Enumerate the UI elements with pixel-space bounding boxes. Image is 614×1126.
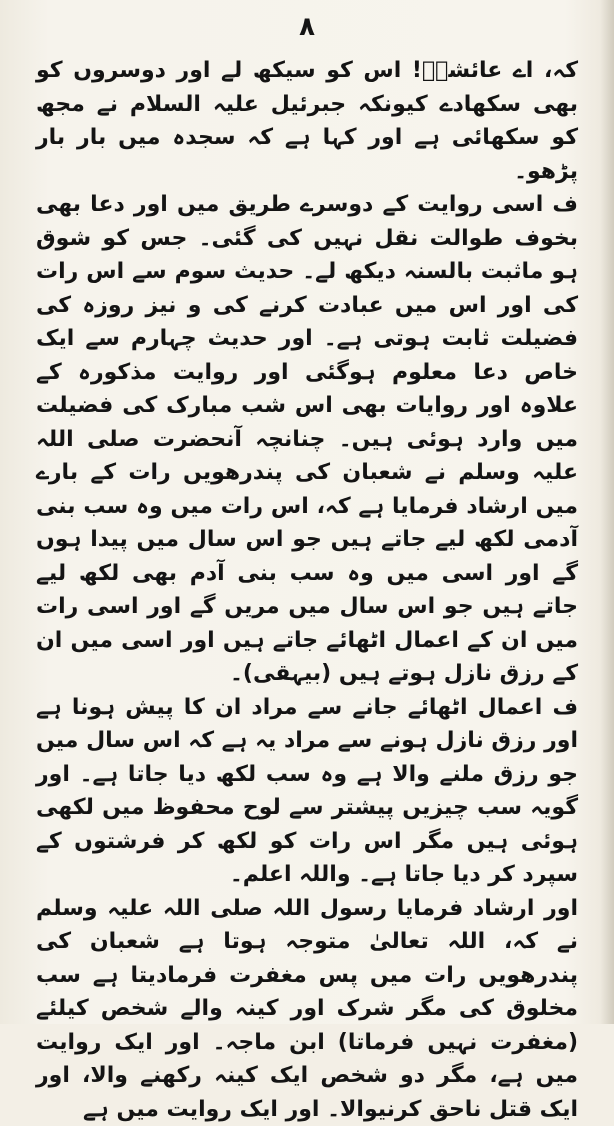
paragraph-4: اور ارشاد فرمایا رسول اللہ صلی اللہ علیہ وسلم نے کہ، اللہ تعالیٰ متوجہ ہوتا ہے شعبان کی پندرھویں رات میں پس مغفرت فرمادیتا ہے سب مخلوق کی مگر شرک اور کینہ والے شخص کیلئے (مغفرت نہیں فرماتا) ابن ماجہ۔ اور ایک روایت میں ہے، مگر دو شخص ایک کینہ رکھنے والا، اور ایک قتل ناحق کرنیوالا۔ اور ایک روایت میں ہے — [36, 892, 578, 1126]
paragraph-1: کہ، اے عائشہؓ! اس کو سیکھ لے اور دوسروں کو بھی سکھادے کیونکہ جبرئیل علیہ السلام نے مجھ کو سکھائی ہے اور کہا ہے کہ سجدہ میں بار بار پڑھو۔ — [36, 54, 578, 188]
paragraph-3: ف اعمال اٹھائے جانے سے مراد ان کا پیش ہونا ہے اور رزق نازل ہونے سے مراد یہ ہے کہ اس سال میں جو رزق ملنے والا ہے وہ سب لکھ دیا جاتا ہے۔ اور گویہ سب چیزیں پیشتر سے لوح محفوظ میں لکھی ہوئی ہیں مگر اس رات کو لکھ کر فرشتوں کے سپرد کر دیا جاتا ہے۔ واللہ اعلم۔ — [36, 691, 578, 892]
page-number: ۸ — [0, 10, 614, 44]
page-text — [36, 54, 578, 1126]
paragraph-2: ف اسی روایت کے دوسرے طریق میں اور دعا بھی بخوف طوالت نقل نہیں کی گئی۔ جس کو شوق ہو ماثبت بالسنہ دیکھ لے۔ حدیث سوم سے اس رات کی اور اس میں عبادت کرنے کی و نیز روزہ کی فضیلت ثابت ہوتی ہے۔ اور حدیث چہارم سے ایک خاص دعا معلوم ہوگئی اور روایت مذکورہ کے علاوہ اور روایات بھی اس شب مبارک کی فضیلت میں وارد ہوئی ہیں۔ چنانچہ آنحضرت صلی اللہ علیہ وسلم نے شعبان کی پندرھویں رات کے بارے میں ارشاد فرمایا ہے کہ، اس رات میں وہ سب بنی آدمی لکھ لیے جاتے ہیں جو اس سال میں پیدا ہوں گے اور اسی میں وہ سب بنی آدم بھی لکھ لیے جاتے ہیں جو اس سال میں مریں گے اور اسی رات میں ان کے اعمال اٹھائے جاتے ہیں اور اسی میں ان کے رزق نازل ہوتے ہیں (بیہقی)۔ — [36, 188, 578, 691]
page-spine-shadow — [600, 0, 614, 1024]
